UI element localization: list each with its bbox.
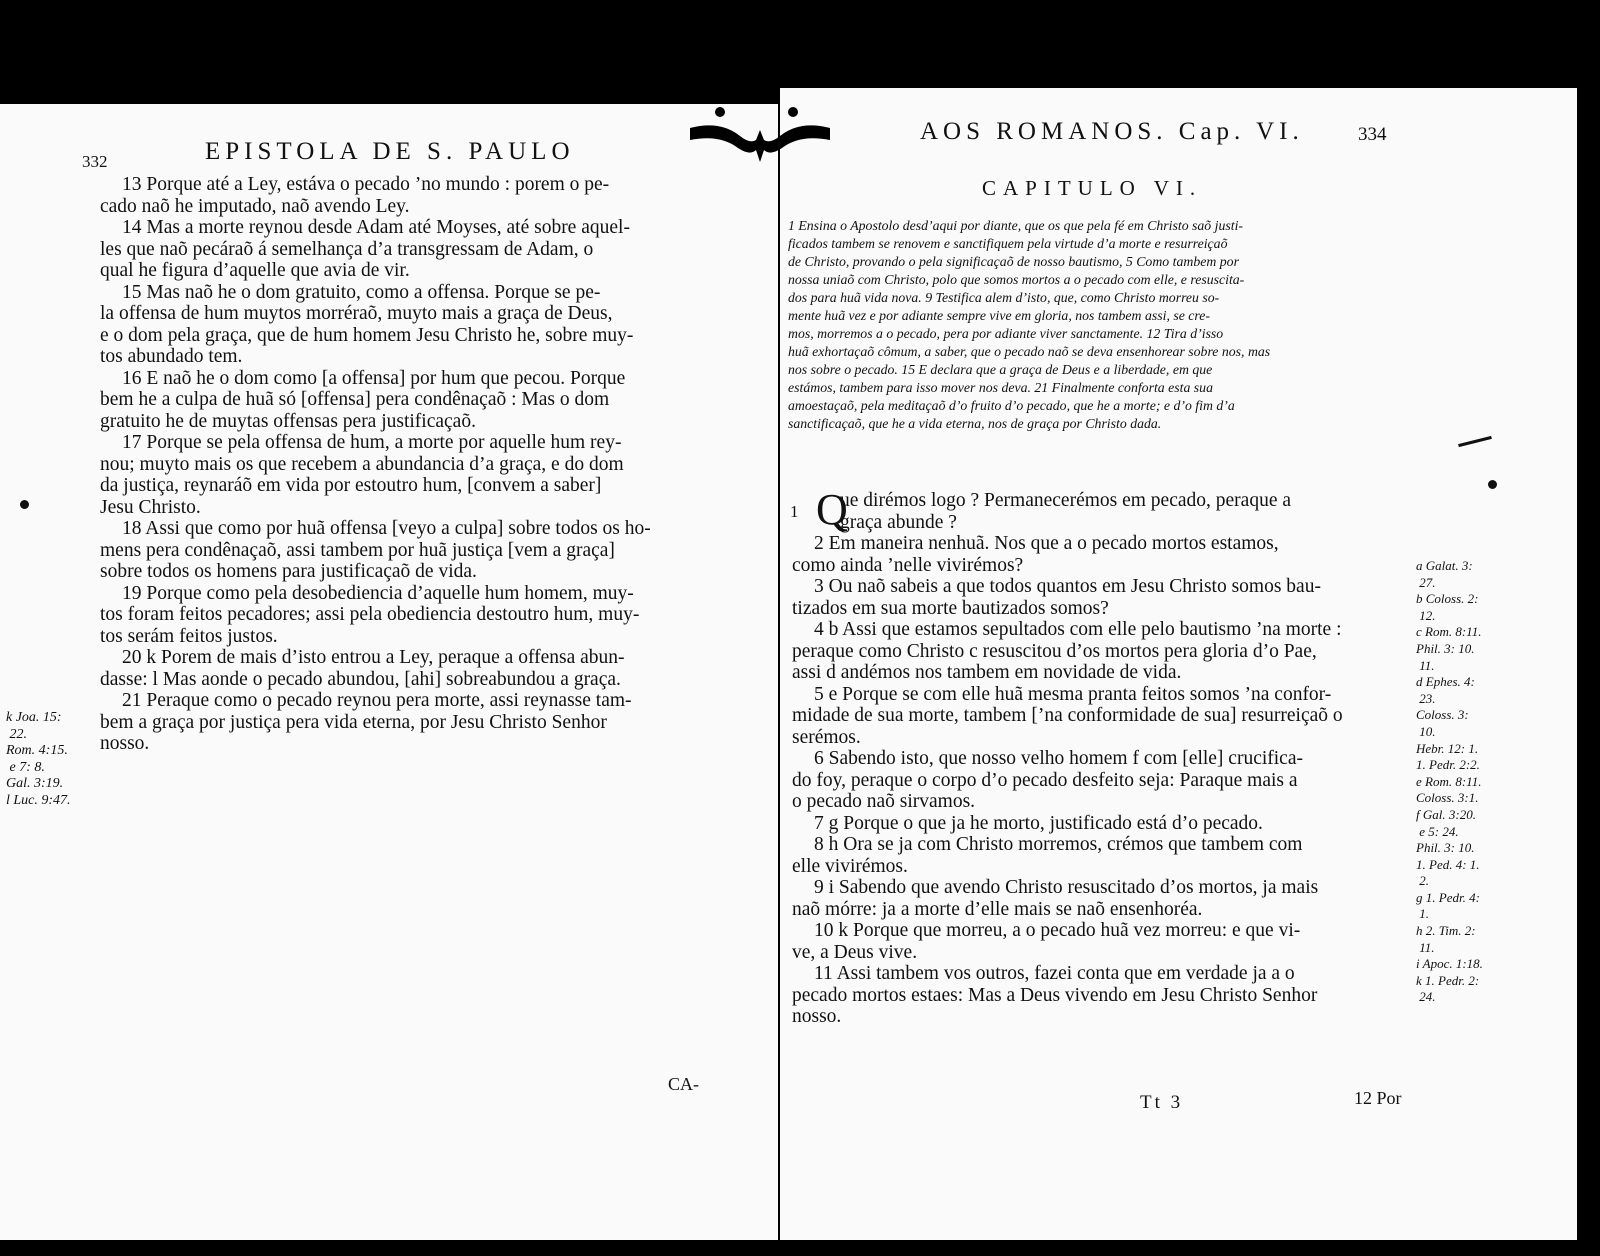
text-line: pecado mortos estaes: Mas a Deus vivendo em Jesu Christo Senhor — [792, 984, 1318, 1006]
text-line: bem he a culpa de huã só [offensa] pera condênaçaõ : Mas o dom — [100, 389, 610, 410]
ink-stroke — [1458, 436, 1492, 447]
text-line: ue dirémos logo ? Permanecerémos em pecado, peraque a — [840, 490, 1292, 511]
text-line: 8 h Ora se ja com Christo morremos, crémos que tambem com — [814, 834, 1303, 855]
ink-spot — [20, 500, 29, 509]
text-line: 7 g Porque o que ja he morto, justificado está d’o pecado. — [814, 812, 1263, 834]
text-line: la offensa de hum muytos morréraõ, muyto mais a graça de Deus, — [100, 303, 613, 324]
binding-clip-icon — [690, 100, 830, 170]
verse-number: 1 — [790, 502, 799, 521]
text-line: tos serám feitos justos. — [100, 625, 278, 647]
text-line: nou; muyto mais os que recebem a abundancia d’a graça, e do dom — [100, 453, 624, 475]
page-number: 334 — [1358, 124, 1387, 145]
right-marginal-notes: a Galat. 3: 27. b Coloss. 2: 12. c Rom. 8:11. Phil. 3: 10. 11. d Ephes. 4: 23. Coloss. 3: 10. Hebr. 12: 1. 1. Pedr. 2:2. e Rom. 8:11. Coloss. 3:1. f Gal. 3:20. e 5: 24. Phil. 3: 10. 1. Ped. 4: 1. 2. g 1. Pedr. 4: 1. h 2. Tim. 2: 11. i Apoc. 1:18. k 1. Pedr. 2: 24. — [1416, 558, 1483, 1005]
text-line: de Christo, provando o pela significaçaõ de nosso bautismo, 5 Como tambem por — [788, 254, 1239, 269]
text-line: midade de sua morte, tambem [’na conformidade de sua] resurreiçaõ o — [792, 705, 1343, 726]
text-line: nos sobre o pecado. 15 E declara que a graça de Deus e a liberdade, em que — [788, 362, 1213, 377]
text-line: 15 Mas naõ he o dom gratuito, como a offensa. Porque se pe- — [122, 281, 601, 303]
running-head: EPISTOLA DE S. PAULO — [205, 138, 575, 165]
right-body-text — [792, 485, 1343, 1028]
text-line: 2 Em maneira nenhuã. Nos que a o pecado mortos estamos, — [814, 533, 1279, 554]
text-line: e o dom pela graça, que de hum homem Jesu Christo he, sobre muy- — [100, 324, 634, 346]
text-line: 20 k Porem de mais d’isto entrou a Ley, peraque a offensa abun- — [122, 647, 625, 668]
text-line: nosso. — [100, 733, 150, 754]
text-line: tos foram feitos pecadores; assi pela obediencia destoutro hum, muy- — [100, 604, 640, 625]
text-line: dos para huã vida nova. 9 Testifica alem d’isto, que, como Christo morreu so- — [788, 290, 1220, 305]
text-line: como ainda ’nelle vivirémos? — [792, 554, 1024, 576]
left-marginal-notes: k Joa. 15: 22. Rom. 4:15. e 7: 8. Gal. 3:19. l Luc. 9:47. — [6, 710, 71, 808]
text-line: o pecado naõ sirvamos. — [792, 791, 976, 812]
text-line: 19 Porque como pela desobediencia d’aquelle hum homem, muy- — [122, 582, 634, 604]
text-line: 16 E naõ he o dom como [a offensa] por hum que pecou. Porque — [122, 367, 626, 389]
text-line: 4 b Assi que estamos sepultados com elle pelo bautismo ’na morte : — [814, 619, 1342, 640]
text-line: estámos, tambem para isso mover nos deva. 21 Finalmente conforta esta sua — [788, 380, 1213, 395]
drop-cap: Q — [816, 485, 848, 534]
text-line: elle vivirémos. — [792, 855, 908, 877]
page-number: 332 — [82, 152, 108, 171]
text-line: da justiça, reynaráõ em vida por estoutro hum, [convem a saber] — [100, 475, 602, 496]
text-line: 18 Assi que como por huã offensa [veyo a culpa] sobre todos os ho- — [122, 518, 651, 539]
text-line: 6 Sabendo isto, que nosso velho homem f com [elle] crucifica- — [814, 748, 1303, 769]
text-line: serémos. — [792, 726, 861, 748]
text-line: huã exhortaçaõ cômum, a saber, que o pecado naõ se deva ensenhorear sobre nos, mas — [788, 344, 1271, 359]
text-line: 10 k Porque que morreu, a o pecado huã vez morreu: e que vi- — [814, 920, 1301, 941]
text-line: 9 i Sabendo que avendo Christo resuscitado d’os mortos, ja mais — [814, 877, 1319, 898]
text-line: qual he figura d’aquelle que avia de vir. — [100, 260, 410, 281]
text-line: Jesu Christo. — [100, 496, 201, 518]
left-page — [0, 104, 778, 1240]
chapter-title: CAPITULO VI. — [982, 176, 1203, 200]
text-line: bem a graça por justiça pera vida eterna, por Jesu Christo Senhor — [100, 711, 607, 733]
text-line: gratuito he de muytas offensas pera justificaçaõ. — [100, 410, 476, 432]
text-line: mente huã vez e por adiante sempre vive em gloria, nos tambem assi, se cre- — [788, 308, 1210, 323]
running-head: AOS ROMANOS. Cap. VI. — [920, 118, 1304, 145]
right-page — [780, 88, 1577, 1240]
text-line: 5 e Porque se com elle huã mesma pranta feitos somos ’na confor- — [814, 683, 1332, 705]
text-line: 21 Peraque como o pecado reynou pera morte, assi reynasse tam- — [122, 690, 632, 711]
text-line: cado naõ he imputado, naõ avendo Ley. — [100, 195, 410, 217]
text-line: nossa uniaõ com Christo, polo que somos mortos a o pecado com elle, e resuscita- — [788, 272, 1245, 287]
catchword: 12 Por — [1354, 1088, 1402, 1108]
text-line: ficados tambem se renovem e sanctifiquem pela virtude d’a morte e resurreiçaõ — [788, 236, 1228, 251]
text-line: tizados em sua morte bautizados somos? — [792, 597, 1109, 619]
text-line: 14 Mas a morte reynou desde Adam até Moyses, até sobre aquel- — [122, 217, 630, 238]
catchword: CA- — [668, 1074, 699, 1094]
text-line: sobre todos os homens para justificaçaõ de vida. — [100, 561, 477, 582]
text-line: assi d andémos nos tambem em novidade de vida. — [792, 662, 1182, 683]
text-line: 1 Ensina o Apostolo desd’aqui por diante, que os que pela fé em Christo saõ justi- — [788, 218, 1244, 233]
left-body-text — [100, 174, 651, 755]
text-line: mens pera condênaçaõ, assi tambem por huã justiça [vem a graça] — [100, 539, 615, 561]
text-line: 3 Ou naõ sabeis a que todos quantos em Jesu Christo somos bau- — [814, 576, 1321, 597]
chapter-summary — [788, 217, 1548, 433]
ink-spot — [1488, 480, 1497, 489]
text-line: tos abundado tem. — [100, 346, 243, 367]
text-line: naõ mórre: ja a morte d’elle mais se naõ ensenhoréa. — [792, 898, 1203, 920]
text-line: peraque como Christo c resuscitou d’os mortos pera gloria d’o Pae, — [792, 640, 1317, 662]
text-line: les que naõ pecáraõ á semelhança d’a transgressam de Adam, o — [100, 238, 594, 260]
text-line: mos, morremos a o pecado, pera por adiante viver sanctamente. 12 Tira d’isso — [788, 326, 1224, 341]
text-line: 17 Porque se pela offensa de hum, a morte por aquelle hum rey- — [122, 432, 622, 453]
text-line: ve, a Deus vive. — [792, 941, 918, 963]
text-line: sanctificaçaõ, que he a vida eterna, nos de graça por Christo dada. — [788, 416, 1162, 431]
signature-mark: Tt 3 — [1140, 1092, 1184, 1113]
text-line: 13 Porque até a Ley, estáva o pecado ’no mundo : porem o pe- — [122, 174, 610, 195]
text-line: do foy, peraque o corpo d’o pecado desfeito seja: Paraque mais a — [792, 769, 1298, 791]
text-line: graça abunde ? — [840, 511, 957, 533]
text-line: amoestaçaõ, pela meditaçaõ d’o fruito d’o pecado, que he a morte; e d’o fim d’a — [788, 398, 1235, 413]
text-line: nosso. — [792, 1006, 842, 1027]
text-line: 11 Assi tambem vos outros, fazei conta que em verdade ja a o — [814, 963, 1295, 984]
text-line: dasse: l Mas aonde o pecado abundou, [ahi] sobreabundou a graça. — [100, 668, 621, 690]
